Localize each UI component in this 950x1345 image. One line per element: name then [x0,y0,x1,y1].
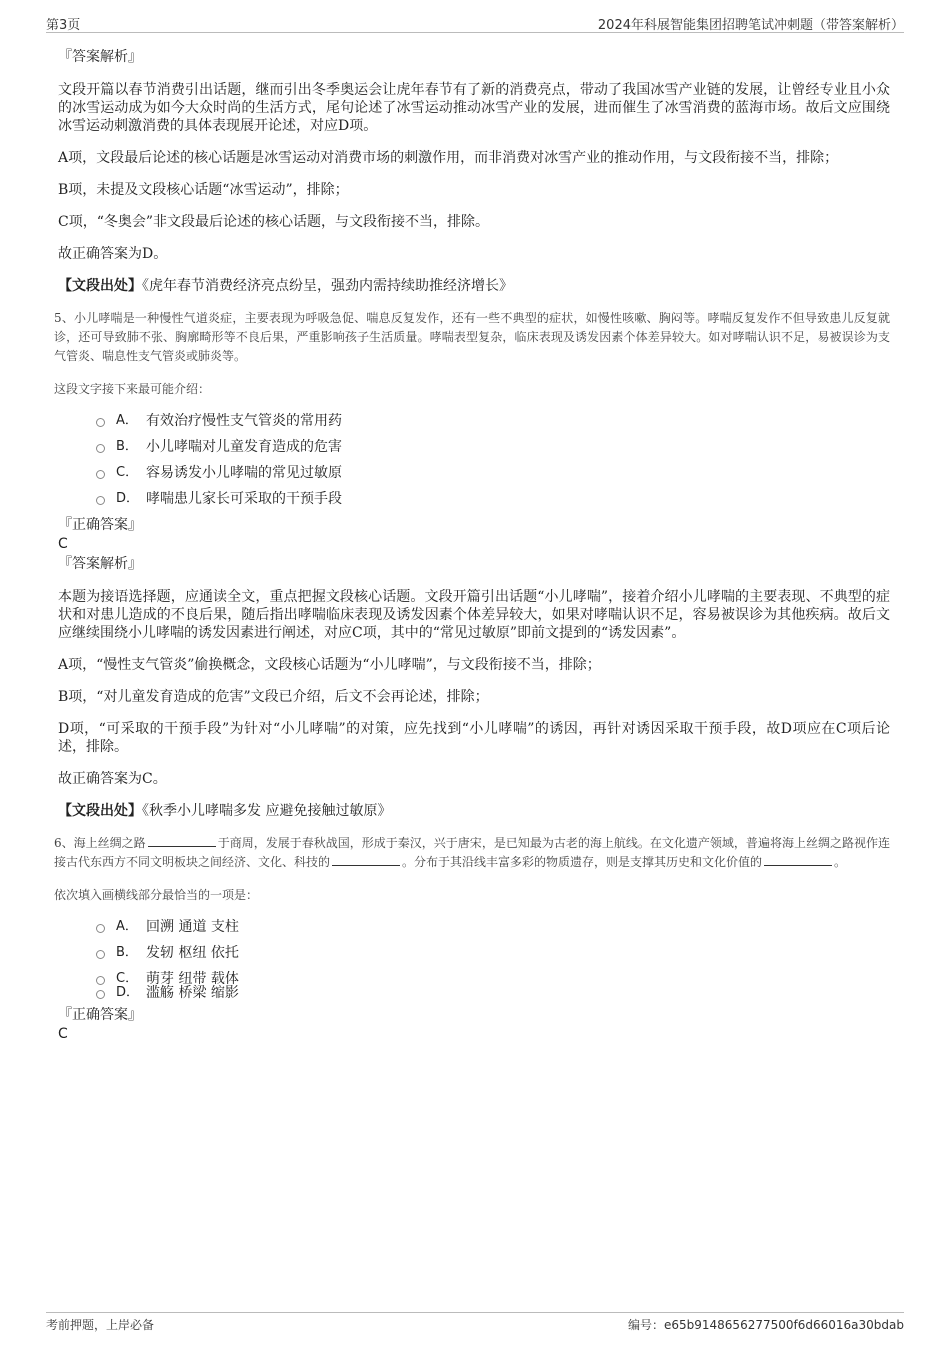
analysis-label: 『答案解析』 [58,556,142,572]
option-c[interactable]: C． 容易诱发小儿哮喘的常见过敏原 [96,462,890,488]
option-d[interactable]: D． 哮喘患儿家长可采取的干预手段 [96,488,890,514]
source-title: 《秋季小儿哮喘多发 应避免接触过敏原》 [142,803,392,819]
question-6-prompt: 依次填入画横线部分最恰当的一项是： [54,888,259,902]
analysis-label: 『答案解析』 [58,49,142,65]
correct-answer-label: 『正确答案』 [58,517,142,533]
radio-icon[interactable] [96,496,105,505]
option-d[interactable]: D． 滥觞 桥梁 缩影 [96,982,890,1004]
analysis-paragraph: D项，“可采取的干预手段”为针对“小儿哮喘”的对策，应先找到“小儿哮喘”的诱因，再针对诱因采取干预手段，故D项应在C项后论述，排除。 [58,721,890,755]
question-5-prompt: 这段文字接下来最可能介绍： [54,382,211,396]
analysis-paragraph: 文段开篇以春节消费引出话题，继而引出冬季奥运会让虎年春节有了新的消费亮点，带动了我国冰雪产业链的发展，让曾经专业且小众的冰雪运动成为如今大众时尚的生活方式，尾句论述了冰雪运动推动冰雪产业的发展，进而催生了冰雪消费的蓝海市场。故后文应围绕冰雪运动刺激消费的具体表现展开论述，对应D项。 [58,82,890,134]
question-6-options [96,916,890,1004]
analysis-paragraph: B项，未提及文段核心话题“冰雪运动”，排除； [58,182,349,198]
source-line [58,277,890,295]
source-label: 【文段出处】 [58,278,142,294]
document-code: 编号：e65b9148656277500f6d66016a30bdab [627,1318,904,1332]
radio-icon[interactable] [96,924,105,933]
correct-answer: C [58,1026,68,1042]
analysis-paragraph: A项，文段最后论述的核心话题是冰雪运动对消费市场的刺激作用，而非消费对冰雪产业的推动作用，与文段衔接不当，排除； [58,150,839,166]
correct-answer-label: 『正确答案』 [58,1007,142,1023]
option-a[interactable]: A． 有效治疗慢性支气管炎的常用药 [96,410,890,436]
document-title: 2024年科展智能集团招聘笔试冲刺题（带答案解析） [597,18,904,33]
analysis-paragraph: 故正确答案为D。 [58,246,168,262]
question-5-options [96,410,890,514]
analysis-paragraph: 本题为接语选择题，应通读全文，重点把握文段核心话题。文段开篇引出话题“小儿哮喘”，接着介绍小儿哮喘的主要表现、不典型的症状和对患儿造成的不良后果，随后指出哮喘临床表现及诱发因素个体差异较大，如果对哮喘认识不足，容易被误诊为其他疾病。故后文应继续围绕小儿哮喘的诱发因素进行阐述，对应C项，其中的“常见过敏原”即前文提到的“诱发因素”。 [58,589,890,641]
analysis-paragraph: C项，“冬奥会”非文段最后论述的核心话题，与文段衔接不当，排除。 [58,214,490,230]
fill-blank [764,855,832,866]
option-b[interactable]: B． 发轫 枢纽 依托 [96,942,890,968]
fill-blank [332,855,400,866]
correct-answer: C [58,536,68,552]
analysis-paragraph: 故正确答案为C。 [58,771,167,787]
option-b[interactable]: B． 小儿哮喘对儿童发育造成的危害 [96,436,890,462]
question-5-text: 5、小儿哮喘是一种慢性气道炎症，主要表现为呼吸急促、喘息反复发作，还有一些不典型的症状，如慢性咳嗽、胸闷等。哮喘反复发作不但导致患儿反复就诊，还可导致肺不张、胸廓畸形等不良后果，严重影响孩子生活质量。哮喘表型复杂，临床表现及诱发因素个体差异较大。如对哮喘认识不足，易被误诊为支气管炎、喘息性支气管炎或肺炎等。 [54,311,890,363]
page-content [54,46,890,1043]
option-a[interactable]: A． 回溯 通道 支柱 [96,916,890,942]
source-label: 【文段出处】 [58,803,142,819]
radio-icon[interactable] [96,950,105,959]
source-title: 《虎年春节消费经济亮点纷呈，强劲内需持续助推经济增长》 [142,278,513,294]
page-footer [46,1312,904,1333]
source-line [58,802,890,820]
option-c[interactable]: C． 萌芽 纽带 载体 [96,968,890,982]
analysis-paragraph: A项，“慢性支气管炎”偷换概念，文段核心话题为“小儿哮喘”，与文段衔接不当，排除； [58,657,601,673]
radio-icon[interactable] [96,470,105,479]
page-number: 第3页 [46,18,81,33]
analysis-paragraph: B项，“对儿童发育造成的危害”文段已介绍，后文不会再论述，排除； [58,689,489,705]
radio-icon[interactable] [96,418,105,427]
page-header [46,14,904,33]
footer-slogan: 考前押题，上岸必备 [46,1318,155,1332]
question-6-text: 6、海上丝绸之路 于商周，发展于春秋战国，形成于秦汉，兴于唐宋，是已知最为古老的海上航线。在文化遗产领域，普遍将海上丝绸之路视作连接古代东西方不同文明板块之间经济、文化、科技的 。分布于其沿线丰富多彩的物质遗存，则是支撑其历史和文化价值的 。 [54,836,890,869]
radio-icon[interactable] [96,444,105,453]
fill-blank [148,836,216,847]
radio-icon[interactable] [96,990,105,999]
